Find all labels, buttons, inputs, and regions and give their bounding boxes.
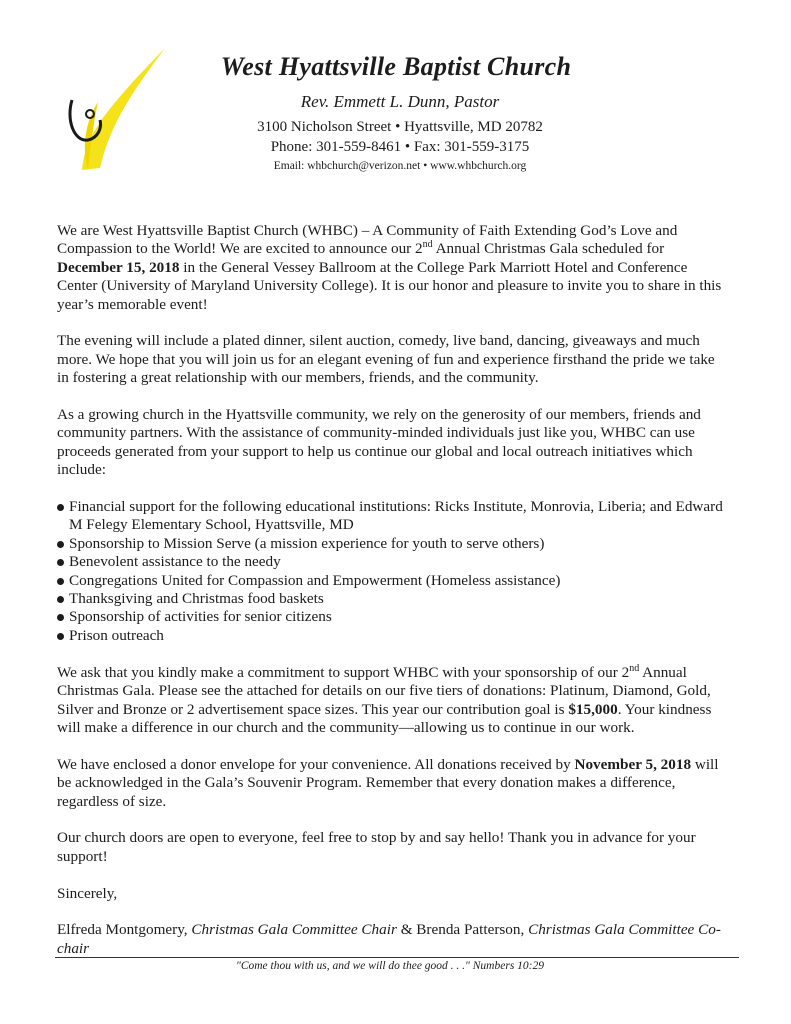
paragraph-envelope: We have enclosed a donor envelope for your convenience. All donations received by November 5, 2018 will be acknowledged in the Gala’s Souvenir Program. Remember that every donation makes a difference, regardless of size. [57, 755, 719, 810]
footer-divider [55, 957, 739, 958]
contribution-goal: $15,000 [568, 700, 618, 718]
donation-deadline: November 5, 2018 [574, 755, 692, 773]
letter-body [57, 222, 727, 977]
outreach-list [57, 498, 727, 645]
list-item: Financial support for the following educational institutions: Ricks Institute, Monrovia, Liberia; and Edward M Felegy Elementary School, Hyattsville, MD [57, 498, 727, 535]
paragraph-welcome: Our church doors are open to everyone, feel free to stop by and say hello! Thank you in advance for your support! [57, 829, 696, 865]
church-logo-icon [60, 40, 170, 180]
list-item: Sponsorship to Mission Serve (a mission experience for youth to serve others) [57, 535, 727, 553]
signature-line: Elfreda Montgomery, Christmas Gala Committee Chair & Brenda Patterson, Christmas Gala Committee Co-chair [57, 921, 721, 957]
list-item: Prison outreach [57, 627, 727, 645]
paragraph-sponsorship: We ask that you kindly make a commitment to support WHBC with your sponsorship of our 2nd Annual Christmas Gala. Please see the attached for details on our five tiers of donations: Platinum, Diamond, Gold, Silver and Bronze or 2 advertisement space sizes. This year our contribution goal is $15,000. Your kindness will make a difference in our church and the community—allowing us to continue in our work. [57, 662, 712, 736]
gala-date: December 15, 2018 [57, 258, 180, 276]
pastor-line: Rev. Emmett L. Dunn, Pastor [300, 92, 500, 111]
list-item: Congregations United for Compassion and Empowerment (Homeless assistance) [57, 572, 727, 590]
footer-quote: "Come thou with us, and we will do thee good . . ." Numbers 10:29 [235, 960, 544, 972]
paragraph-community: As a growing church in the Hyattsville community, we rely on the generosity of our members, friends and community partners. With the assistance of community-minded individuals just like you, WHBC can use proceeds generated from your support to help us continue our global and local outreach initiatives which include: [57, 406, 701, 479]
phone-fax: Phone: 301-559-8461 • Fax: 301-559-3175 [270, 139, 530, 155]
list-item: Benevolent assistance to the needy [57, 553, 727, 571]
church-name: West Hyattsville Baptist Church [220, 52, 572, 81]
paragraph-intro: We are West Hyattsville Baptist Church (WHBC) – A Community of Faith Extending God’s Love and Compassion to the World! We are excited to announce our 2nd Annual Christmas Gala scheduled for December 15, 2018 in the General Vessey Ballroom at the College Park Marriott Hotel and Conference Center (University of Maryland University College). It is our honor and pleasure to invite you to share in this year’s memorable event! [57, 222, 722, 313]
closing: Sincerely, [57, 884, 118, 902]
email-website: Email: whbchurch@verizon.net • www.whbchurch.org [273, 160, 527, 172]
street-address: 3100 Nicholson Street • Hyattsville, MD 20782 [257, 119, 543, 135]
paragraph-evening: The evening will include a plated dinner, silent auction, comedy, live band, dancing, giveaways and much more. We hope that you will join us for an elegant evening of fun and experience firsthand the pride we take in fostering a great relationship with our members, friends, and the community. [57, 332, 715, 387]
list-item: Thanksgiving and Christmas food baskets [57, 590, 727, 608]
list-item: Sponsorship of activities for senior citizens [57, 608, 727, 626]
